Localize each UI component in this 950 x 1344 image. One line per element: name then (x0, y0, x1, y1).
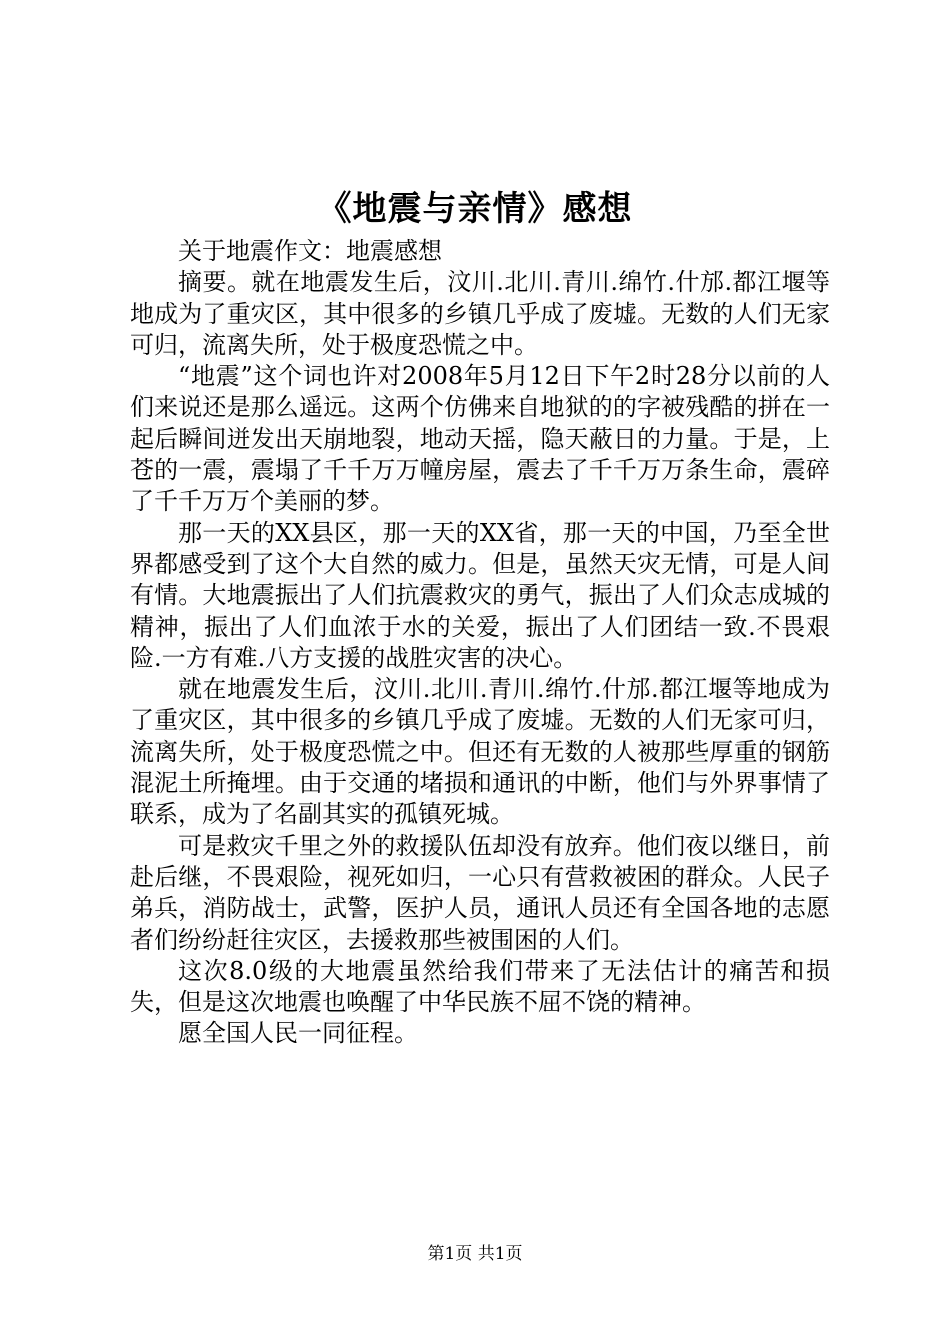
paragraph-subtitle: 关于地震作文：地震感想 (178, 237, 442, 265)
document-body (130, 236, 830, 1050)
paragraph-closing: 愿全国人民一同征程。 (178, 1019, 418, 1048)
paragraph-rescue-teams: 可是救灾千里之外的救援队伍却没有放弃。他们夜以继日，前赴后继，不畏艰险，视死如归，一心只有营救被困的群众。人民子弟兵，消防战士，武警，医护人员，通讯人员还有全国各地的志愿者们纷纷赶往灾区，去援救那些被围困的人们。 (130, 831, 830, 954)
paragraph-abstract: 摘要。就在地震发生后，汶川.北川.青川.绵竹.什邡.都江堰等地成为了重灾区，其中很多的乡镇几乎成了废墟。无数的人们无家可归，流离失所，处于极度恐慌之中。 (130, 268, 830, 359)
paragraph-disaster-areas: 就在地震发生后，汶川.北川.青川.绵竹.什邡.都江堰等地成为了重灾区，其中很多的乡镇几乎成了废墟。无数的人们无家可归，流离失所，处于极度恐慌之中。但还有无数的人被那些厚重的钢筋混泥土所掩埋。由于交通的堵损和通讯的中断，他们与外界事情了联系，成为了名副其实的孤镇死城。 (130, 675, 830, 829)
paragraph-that-day: 那一天的XX县区，那一天的XX省，那一天的中国，乃至全世界都感受到了这个大自然的威力。但是，虽然天灾无情，可是人间有情。大地震振出了人们抗震救灾的勇气，振出了人们众志成城的精神，振出了人们血浓于水的关爱，振出了人们团结一致.不畏艰险.一方有难.八方支援的战胜灾害的决心。 (130, 518, 830, 672)
page-number-footer: 第1页 共1页 (427, 1244, 523, 1264)
paragraph-national-spirit: 这次8.0级的大地震虽然给我们带来了无法估计的痛苦和损失，但是这次地震也唤醒了中华民族不屈不饶的精神。 (130, 956, 830, 1017)
document-title: 《地震与亲情》感想 (317, 189, 633, 229)
paragraph-earthquake-word: “地震”这个词也许对2008年5月12日下午2时28分以前的人们来说还是那么遥远。这两个仿佛来自地狱的的字被残酷的拼在一起后瞬间迸发出天崩地裂，地动天摇，隐天蔽日的力量。于是，上苍的一震，震塌了千千万万幢房屋，震去了千千万万条生命，震碎了千千万万个美丽的梦。 (130, 362, 830, 516)
